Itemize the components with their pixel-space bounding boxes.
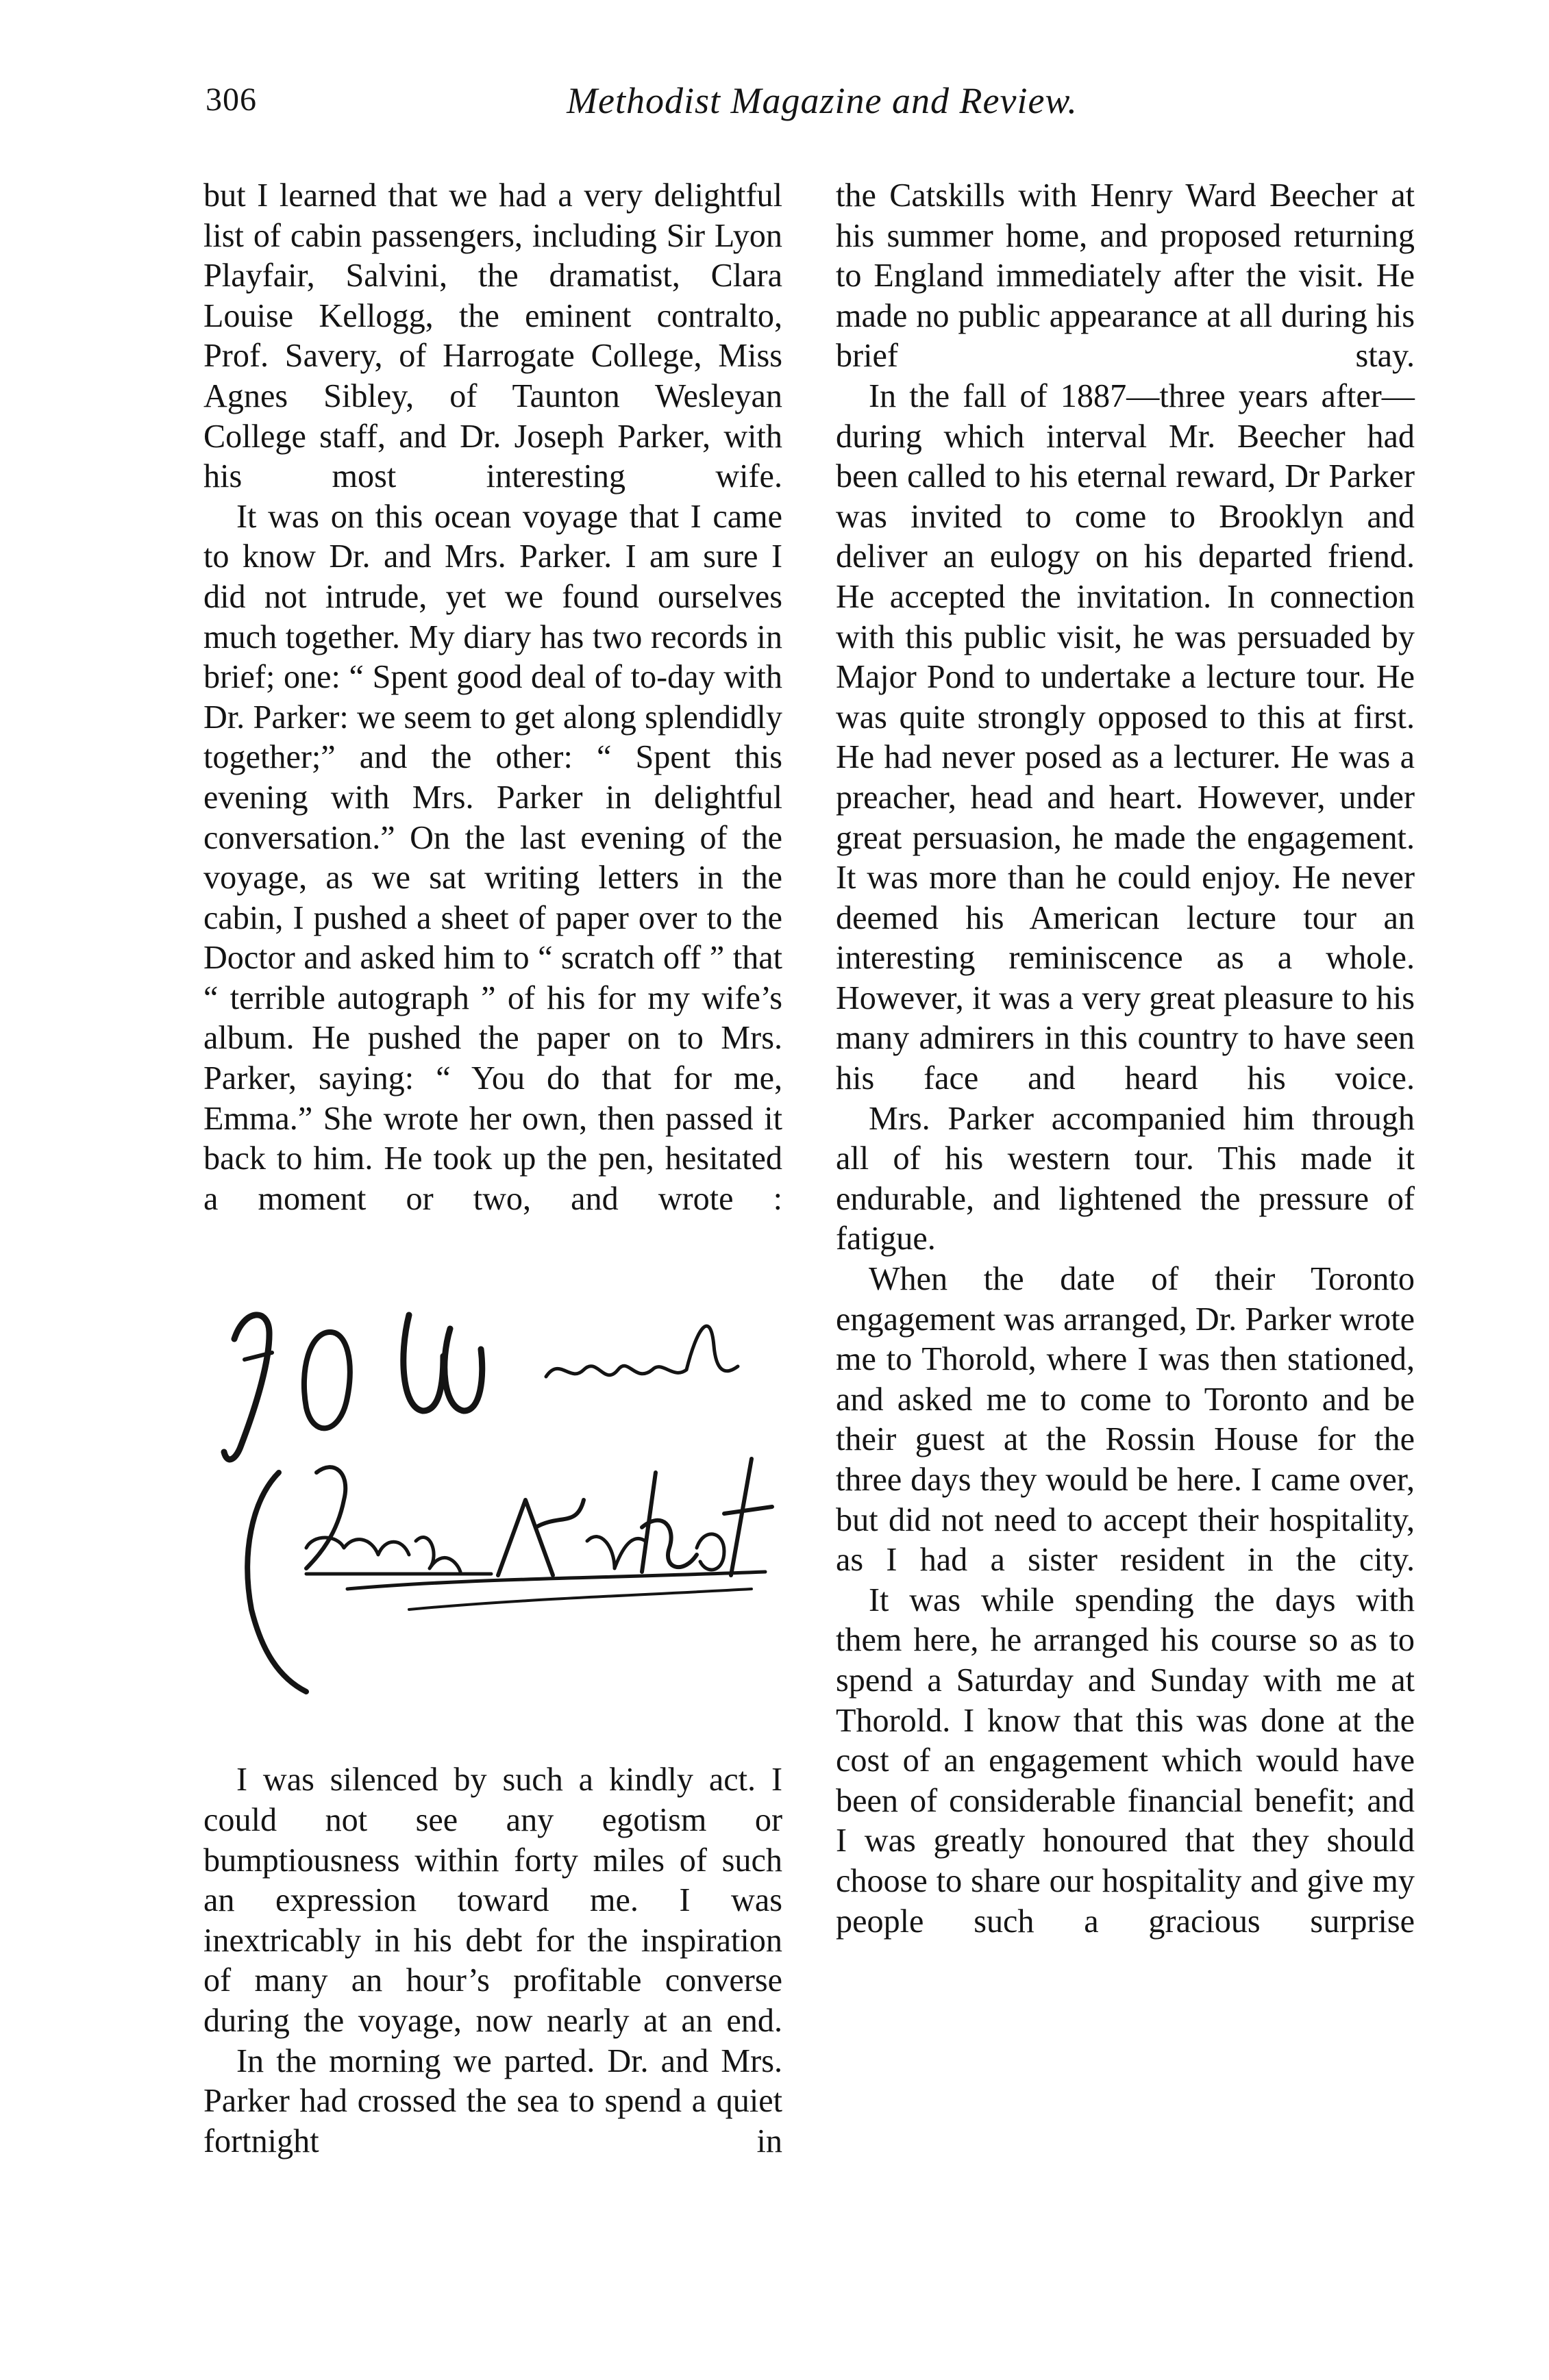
page-header bbox=[206, 81, 1411, 136]
left-column bbox=[203, 176, 782, 2162]
right-paragraph-4: When the date of their Toronto engagement was arranged, Dr. Parker wrote me to Thorold, where I was then stationed, and asked me to come to Toronto and be their guest at the Rossin House for the three days they would be here. I came over, but did not need to accept their hospitality, as I had a sister resident in the city. bbox=[836, 1261, 1415, 1579]
handwritten-signature bbox=[203, 1267, 782, 1733]
right-column bbox=[836, 176, 1415, 1942]
right-paragraph-5: It was while spending the days with them here, he arranged his course so as to spend a Saturday and Sunday with me at Thorold. I know that this was done at the cost of an engagement which would have been of considerable financial benefit; and I was greatly honoured that they should choose to share our hospitality and give my people such a gracious surprise bbox=[836, 1581, 1415, 1940]
left-paragraph-3: I was silenced by such a kindly act. I could not see any egotism or bumptiousness within forty miles of such an expression toward me. I was inextricably in his debt for the inspiration of many an hour’s profitable converse during the voyage, now nearly at an end. bbox=[203, 1762, 782, 2039]
right-paragraph-3: Mrs. Parker accompanied him through all of his western tour. This made it endurable, and lightened the pressure of fatigue. bbox=[836, 1100, 1415, 1257]
left-paragraph-1: but I learned that we had a very delightful list of cabin passengers, including Sir Lyon Playfair, Salvini, the dramatist, Clara Louise Kellogg, the eminent contralto, Prof. Savery, of Harrogate College, Miss Agnes Sibley, of Taunton Wesleyan College staff, and Dr. Joseph Parker, with his most interesting wife. bbox=[203, 177, 782, 495]
signature-image bbox=[203, 1267, 782, 1733]
right-paragraph-2: In the fall of 1887—three years after—during which interval Mr. Beecher had been called to his eternal reward, Dr Parker was invited to come to Brooklyn and deliver an eulogy on his departed friend. He accepted the invitation. In connection with this public visit, he was persuaded by Major Pond to undertake a lecture tour. He was quite strongly opposed to this at first. He had never posed as a lecturer. He was a preacher, head and heart. However, under great persuasion, he made the engagement. It was more than he could enjoy. He never deemed his American lecture tour an interesting reminiscence as a whole. However, it was a very great pleasure to his many admirers in this country to have seen his face and heard his voice. bbox=[836, 377, 1415, 1097]
right-paragraph-1: the Catskills with Henry Ward Beecher at his summer home, and proposed returning to England immediately after the visit. He made no public appearance at all during his brief stay. bbox=[836, 177, 1415, 375]
page-number: 306 bbox=[206, 82, 257, 118]
left-paragraph-2: It was on this ocean voyage that I came to know Dr. and Mrs. Parker. I am sure I did not intrude, yet we found ourselves much together. My diary has two records in brief; one: “ Spent good deal of to-day with Dr. Parker: we seem to get along splendidly together;” and the other: “ Spent this evening with Mrs. Parker in delightful conversation.” On the last evening of the voyage, as we sat writing letters in the cabin, I pushed a sheet of paper over to the Doctor and asked him to “ scratch off ” that “ terrible autograph ” of his for my wife’s album. He pushed the paper on to Mrs. Parker, saying: “ You do that for me, Emma.” She wrote her own, then passed it back to him. He took up the pen, hesitated a moment or two, and wrote : bbox=[203, 498, 782, 1217]
left-paragraph-4: In the morning we parted. Dr. and Mrs. Parker had crossed the sea to spend a quiet fortnight in bbox=[203, 2042, 782, 2159]
running-title: Methodist Magazine and Review. bbox=[567, 80, 1078, 121]
